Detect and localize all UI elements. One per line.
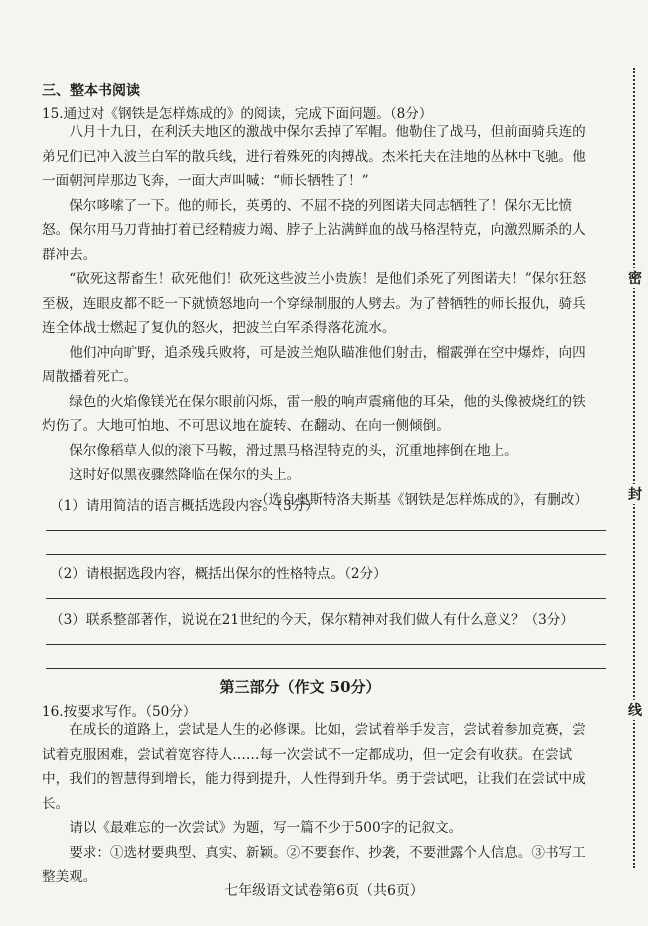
passage-source: （选自奥斯特洛夫斯基《钢铁是怎样炼成的》，有删改） — [254, 491, 588, 508]
answer-line[interactable] — [46, 554, 606, 555]
answer-line[interactable] — [46, 668, 606, 669]
reading-passage — [42, 120, 594, 512]
question-15-prompt: 15.通过对《钢铁是怎样炼成的》的阅读，完成下面问题。（8分） — [42, 106, 433, 122]
page-footer: 七年级语文试卷第6页（共6页） — [224, 883, 424, 899]
writing-task — [42, 718, 594, 890]
answer-line[interactable] — [46, 530, 606, 531]
question-16-prompt: 16.按要求写作。（50分） — [42, 704, 197, 720]
binding-line — [633, 68, 636, 868]
passage-paragraph: 他们冲向旷野，追杀残兵败将，可是波兰炮队瞄准他们射击，榴霰弹在空中爆炸，向四周散播着死亡。 — [42, 344, 586, 385]
passage-paragraph: 绿色的火焰像镁光在保尔眼前闪烁，雷一般的响声震痛他的耳朵，他的头像被烧红的铁灼伤了。大地可怕地、不可思议地在旋转、在翻动、在向一侧倾倒。 — [42, 393, 586, 434]
part3-heading: 第三部分（作文 50分） — [219, 678, 381, 696]
section-heading: 三、整本书阅读 — [42, 83, 140, 99]
binding-label-line: 线 — [627, 700, 643, 720]
sub-question-1: （1）请用简洁的语言概括选段内容。（3分） — [50, 498, 319, 514]
sub-question-3: （3）联系整部著作，说说在21世纪的今天，保尔精神对我们做人有什么意义？（3分） — [50, 612, 574, 628]
passage-paragraph: 保尔像稻草人似的滚下马鞍，滑过黑马格涅特克的头，沉重地摔倒在地上。 — [69, 442, 518, 459]
passage-paragraph: 保尔哆嗦了一下。他的师长，英勇的、不屈不挠的列图诺夫同志牺牲了！保尔无比愤怒。保尔用马刀背抽打着已经精疲力竭、脖子上沾满鲜血的战马格涅特克，向激烈厮杀的人群冲去。 — [42, 197, 586, 263]
writing-paragraph: 在成长的道路上，尝试是人生的必修课。比如，尝试着举手发言，尝试着参加竞赛，尝试着克服困难，尝试着宽容待人……每一次尝试不一定都成功，但一定会有收获。在尝试中，我们的智慧得到增长，能力得到提升，人性得到升华。勇于尝试吧，让我们在尝试中成长。 — [42, 722, 586, 812]
answer-line[interactable] — [46, 644, 606, 645]
passage-paragraph: 这时好似黑夜骤然降临在保尔的头上。 — [69, 467, 301, 483]
sub-question-2: （2）请根据选段内容，概括出保尔的性格特点。（2分） — [50, 566, 387, 582]
writing-requirements: 要求：①选材要典型、真实、新颖。②不要套作、抄袭，不要泄露个人信息。③书写工整美观。 — [42, 844, 586, 885]
binding-label-seal: 封 — [627, 484, 643, 504]
passage-paragraph: “砍死这帮畜生！砍死他们！砍死这些波兰小贵族！是他们杀死了列图诺夫！”保尔狂怒至极，连眼皮都不眨一下就愤怒地向一个穿绿制服的人劈去。为了替牺牲的师长报仇，骑兵连全体战士燃起了复仇的怒火，把波兰白军杀得落花流水。 — [42, 271, 587, 336]
answer-line[interactable] — [46, 598, 606, 599]
binding-label-seal: 密 — [627, 268, 643, 288]
writing-paragraph: 请以《最难忘的一次尝试》为题，写一篇不少于500字的记叙文。 — [69, 820, 463, 836]
passage-paragraph: 八月十九日，在利沃夫地区的激战中保尔丢掉了军帽。他勒住了战马，但前面骑兵连的弟兄们已冲入波兰白军的散兵线，进行着殊死的肉搏战。杰米托夫在洼地的丛林中飞驰。他一面朝河岸那边飞奔，一面大声叫喊：“师长牺牲了！” — [42, 124, 586, 189]
